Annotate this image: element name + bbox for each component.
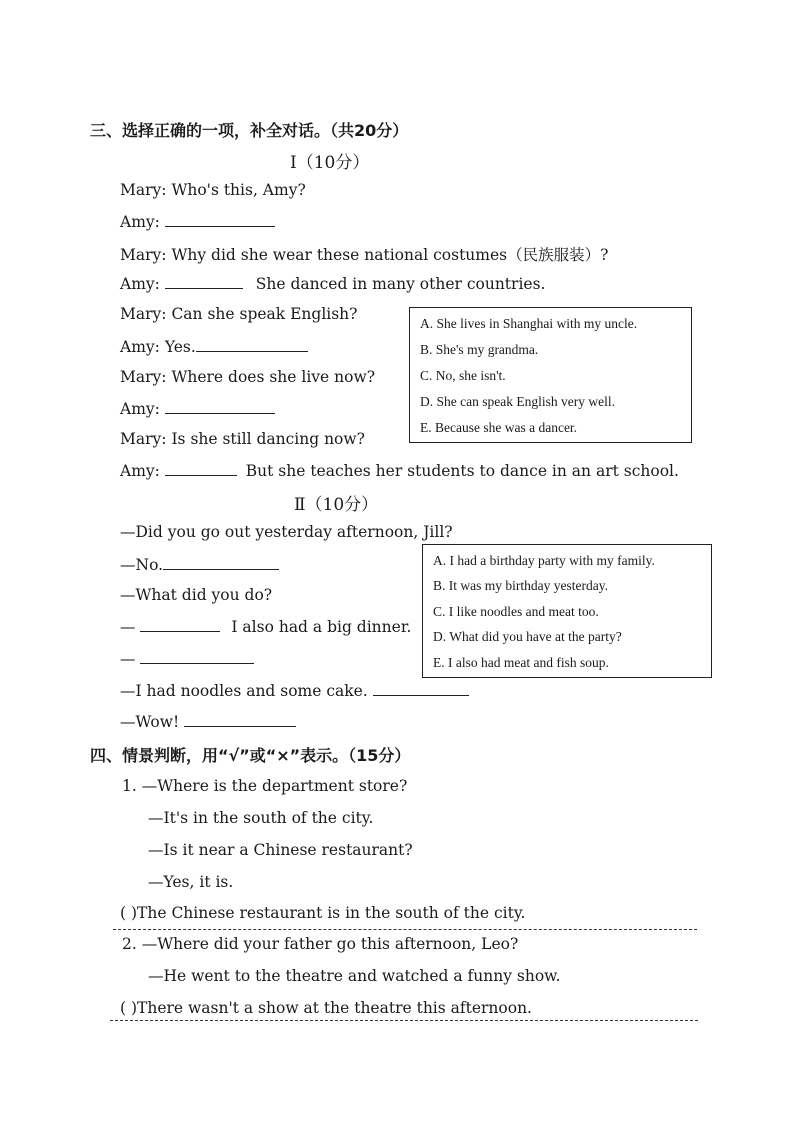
dialogue-line — [120, 337, 308, 356]
dialogue-line — [120, 212, 275, 231]
speaker-label: Amy: — [120, 275, 160, 293]
dialogue-line — [120, 461, 679, 480]
dialogue-line: —What did you do? — [120, 586, 273, 604]
dialogue-text: —I had noodles and some cake. — [120, 682, 368, 700]
dialogue-text: Can she speak English? — [171, 305, 358, 323]
q2-statement[interactable]: ( )There wasn't a show at the theatre this afternoon. — [120, 999, 532, 1017]
dialogue-text: Yes. — [164, 338, 196, 356]
dialogue-text: Who's this, Amy? — [171, 181, 306, 199]
option-d: D. She can speak English very well. — [420, 394, 615, 409]
speaker-label: Mary: — [120, 181, 167, 199]
divider — [113, 929, 697, 930]
option-b: B. She's my grandma. — [420, 342, 539, 357]
q2-line: 2. —Where did your father go this afternoon, Leo? — [122, 935, 519, 953]
dialogue-line — [120, 399, 275, 418]
answer-blank[interactable] — [140, 617, 220, 632]
dialogue-line — [120, 274, 545, 293]
speaker-label: Amy: — [120, 400, 160, 418]
dialogue-line — [120, 681, 469, 700]
divider — [110, 1020, 698, 1021]
option-c: C. No, she isn't. — [420, 368, 506, 383]
option-e: E. I also had meat and fish soup. — [433, 655, 609, 670]
dialogue-line — [120, 430, 365, 448]
q2-line: —He went to the theatre and watched a funny show. — [148, 967, 561, 985]
q1-line: 1. —Where is the department store? — [122, 777, 408, 795]
dialogue-line — [120, 305, 357, 323]
option-b: B. It was my birthday yesterday. — [433, 578, 608, 593]
dialogue-text: But she teaches her students to dance in an art school. — [245, 462, 679, 480]
answer-blank[interactable] — [165, 399, 275, 414]
q1-line: —Is it near a Chinese restaurant? — [148, 841, 413, 859]
answer-blank[interactable] — [163, 555, 279, 570]
part1-options-box — [409, 307, 692, 443]
dialogue-text: — — [120, 650, 136, 668]
dialogue-text: Why did she wear these national costumes（民族服装）? — [171, 246, 609, 264]
dialogue-line — [120, 649, 254, 668]
option-a: A. I had a birthday party with my family. — [433, 553, 655, 568]
dialogue-line — [120, 181, 306, 199]
dialogue-line — [120, 243, 608, 265]
q1-line: —It's in the south of the city. — [148, 809, 374, 827]
dialogue-text: She danced in many other countries. — [255, 275, 546, 293]
dialogue-line: —Did you go out yesterday afternoon, Jill? — [120, 523, 453, 541]
speaker-label: Mary: — [120, 246, 167, 264]
answer-blank[interactable] — [165, 274, 243, 289]
section3-title: 三、选择正确的一项，补全对话。（共20分） — [90, 121, 409, 140]
speaker-label: Mary: — [120, 430, 167, 448]
dialogue-line — [120, 555, 279, 574]
dialogue-line — [120, 712, 296, 731]
part2-options-box — [422, 544, 712, 678]
option-c: C. I like noodles and meat too. — [433, 604, 599, 619]
speaker-label: Amy: — [120, 213, 160, 231]
answer-blank[interactable] — [140, 649, 254, 664]
dialogue-line — [120, 617, 411, 636]
q1-statement[interactable]: ( )The Chinese restaurant is in the south of the city. — [120, 904, 526, 922]
speaker-label: Amy: — [120, 338, 160, 356]
option-a: A. She lives in Shanghai with my uncle. — [420, 316, 638, 331]
speaker-label: Mary: — [120, 368, 167, 386]
speaker-label: Mary: — [120, 305, 167, 323]
dialogue-text: Is she still dancing now? — [171, 430, 365, 448]
dialogue-line — [120, 368, 375, 386]
speaker-label: Amy: — [120, 462, 160, 480]
answer-blank[interactable] — [373, 681, 469, 696]
section4-title: 四、情景判断，用“√”或“×”表示。（15分） — [90, 746, 411, 765]
answer-blank[interactable] — [196, 337, 308, 352]
part2-title: Ⅱ（10分） — [294, 495, 379, 515]
dialogue-text: —Wow! — [120, 713, 180, 731]
part1-title: Ⅰ（10分） — [290, 153, 370, 173]
answer-blank[interactable] — [184, 712, 296, 727]
dialogue-text: Where does she live now? — [171, 368, 376, 386]
q1-line: —Yes, it is. — [148, 873, 234, 891]
answer-blank[interactable] — [165, 461, 237, 476]
dialogue-text: I also had a big dinner. — [231, 618, 412, 636]
dialogue-text: —No. — [120, 556, 164, 574]
dialogue-text: — — [120, 618, 136, 636]
option-d: D. What did you have at the party? — [433, 629, 622, 644]
answer-blank[interactable] — [165, 212, 275, 227]
option-e: E. Because she was a dancer. — [420, 420, 578, 435]
